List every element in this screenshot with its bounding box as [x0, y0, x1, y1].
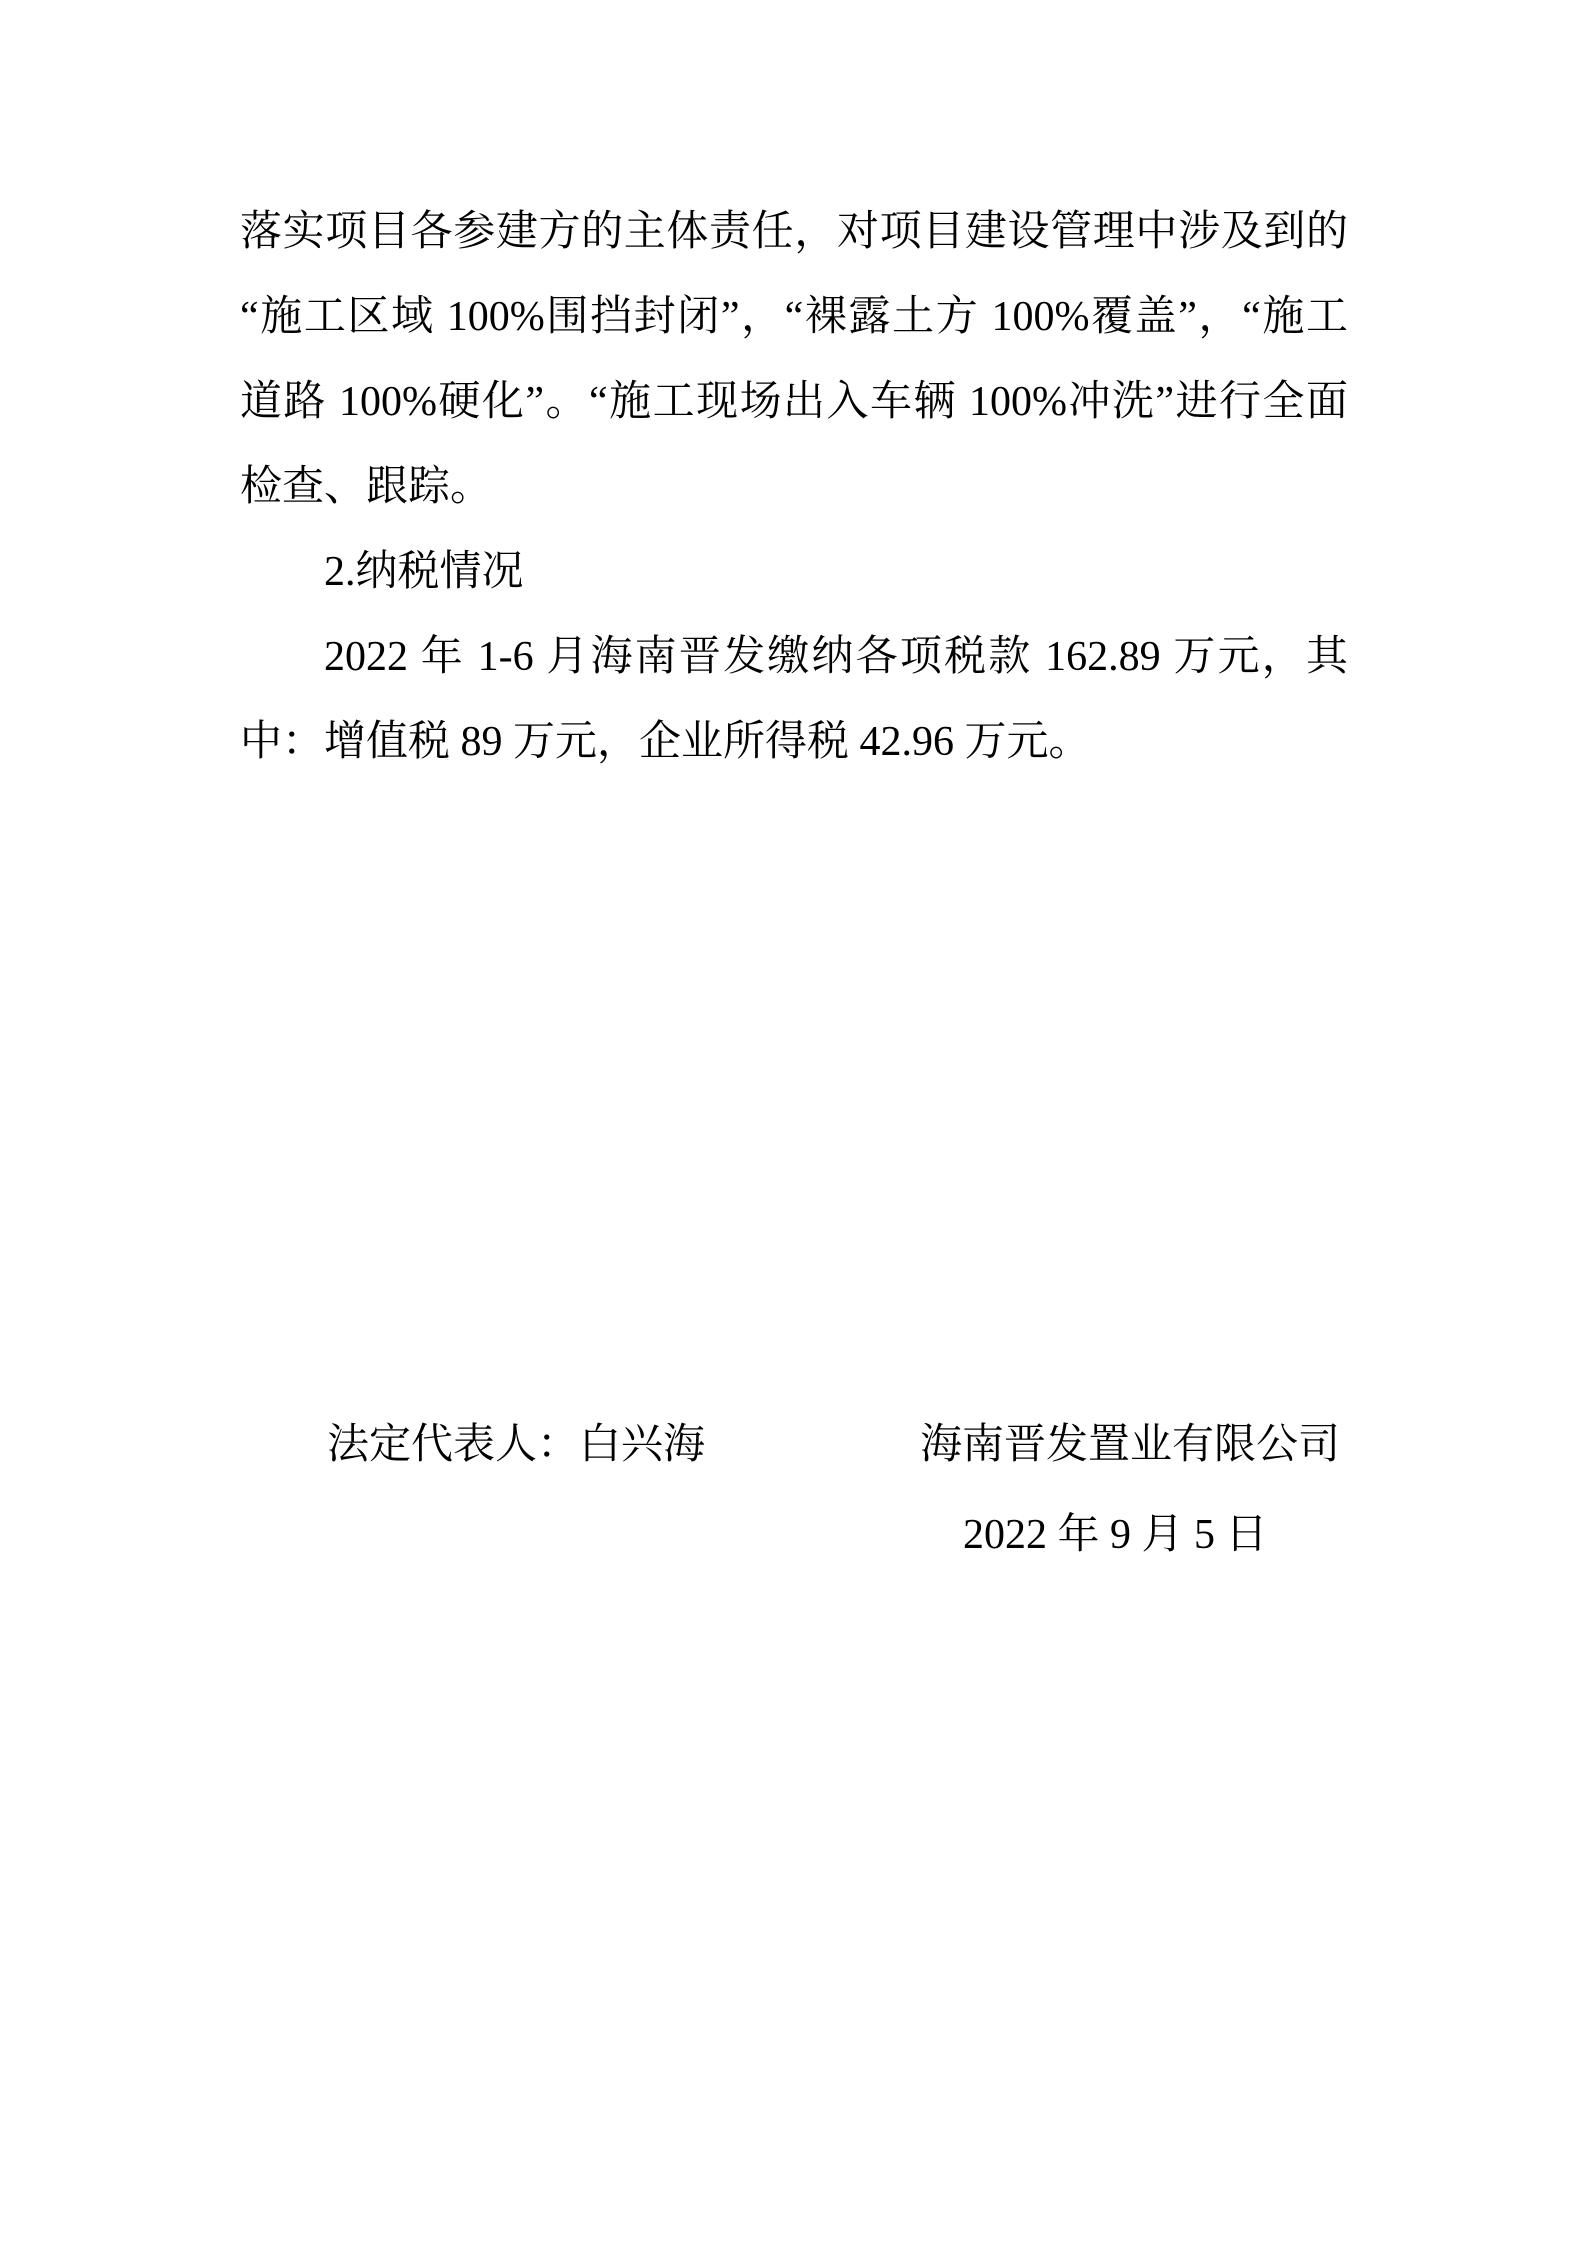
signature-company-name: 海南晋发置业有限公司 [920, 1422, 1341, 1468]
signature-date: 2022 年 9 月 5 日 [963, 1512, 1268, 1558]
signature-legal-representative: 法定代表人：白兴海 [327, 1422, 706, 1468]
body-line-3: 道路 100%硬化”。“施工现场出入车辆 100%冲洗”进行全面 [240, 379, 1348, 425]
body-line-2: “施工区域 100%围挡封闭”，“裸露土方 100%覆盖”，“施工 [240, 294, 1348, 340]
document-body [240, 190, 1348, 785]
body-line-5-section-heading: 2.纳税情况 [324, 549, 524, 595]
body-line-4: 检查、跟踪。 [240, 464, 493, 510]
body-line-7: 中：增值税 89 万元，企业所得税 42.96 万元。 [240, 719, 1091, 765]
body-line-6: 2022 年 1-6 月海南晋发缴纳各项税款 162.89 万元，其 [324, 634, 1348, 680]
body-line-1: 落实项目各参建方的主体责任，对项目建设管理中涉及到的 [240, 209, 1348, 255]
